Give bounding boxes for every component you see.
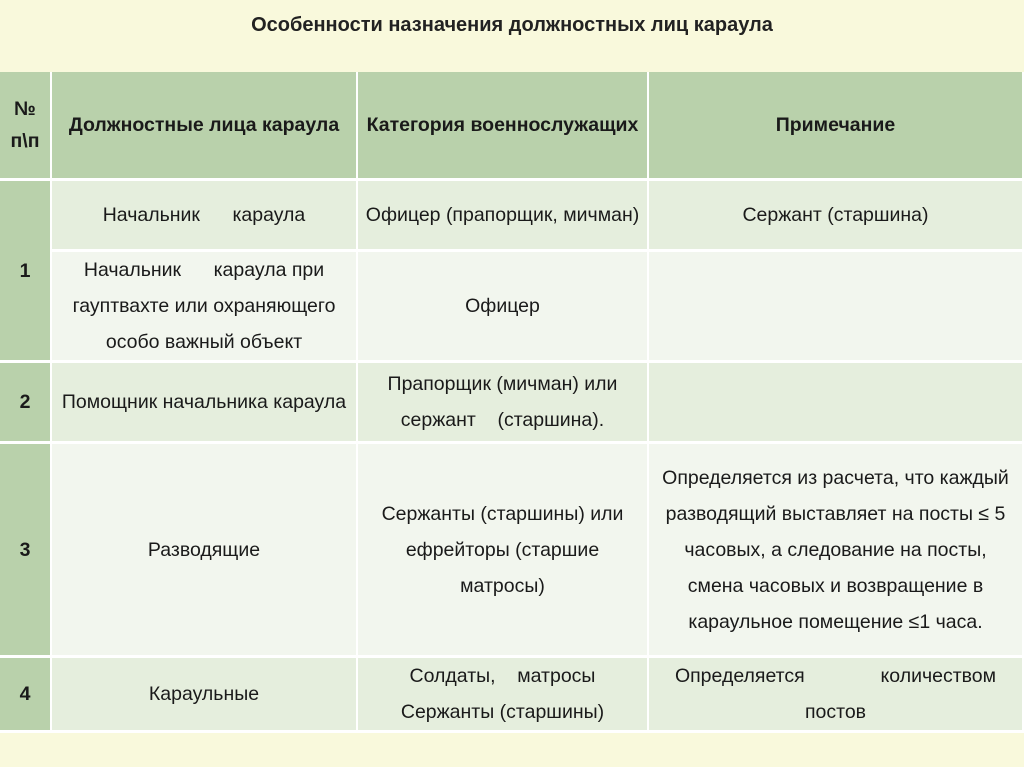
table-row [0, 658, 1024, 733]
table-row [0, 363, 1024, 444]
row-number: 1 [0, 181, 52, 363]
header-position: Должностные лица караула [52, 72, 358, 181]
category-cell: Солдаты, матросы Сержанты (старшины) [358, 658, 649, 733]
guard-duties-table [0, 72, 1024, 733]
note-cell: Сержант (старшина) [649, 181, 1024, 252]
category-cell: Сержанты (старшины) или ефрейторы (старшие матросы) [358, 444, 649, 658]
row-number: 3 [0, 444, 52, 658]
note-cell: Определяется количеством постов [649, 658, 1024, 733]
note-cell [649, 252, 1024, 363]
position-cell: Начальник караула при гауптвахте или охраняющего особо важный объект [52, 252, 358, 363]
table-row [0, 252, 1024, 363]
position-cell: Помощник начальника караула [52, 363, 358, 444]
table-row [0, 444, 1024, 658]
header-category: Категория военнослужащих [358, 72, 649, 181]
category-cell: Офицер [358, 252, 649, 363]
category-cell: Офицер (прапорщик, мичман) [358, 181, 649, 252]
header-num: № п\п [0, 72, 52, 181]
row-number: 2 [0, 363, 52, 444]
position-cell: Начальник караула [52, 181, 358, 252]
category-cell: Прапорщик (мичман) или сержант (старшина). [358, 363, 649, 444]
table-header-row [0, 72, 1024, 181]
note-cell [649, 363, 1024, 444]
row-number: 4 [0, 658, 52, 733]
note-cell: Определяется из расчета, что каждый разводящий выставляет на посты ≤ 5 часовых, а следование на посты, смена часовых и возвращение в караульное помещение ≤1 часа. [649, 444, 1024, 658]
header-note: Примечание [649, 72, 1024, 181]
position-cell: Караульные [52, 658, 358, 733]
position-cell: Разводящие [52, 444, 358, 658]
table-row [0, 181, 1024, 252]
page-title: Особенности назначения должностных лиц караула [251, 14, 773, 36]
